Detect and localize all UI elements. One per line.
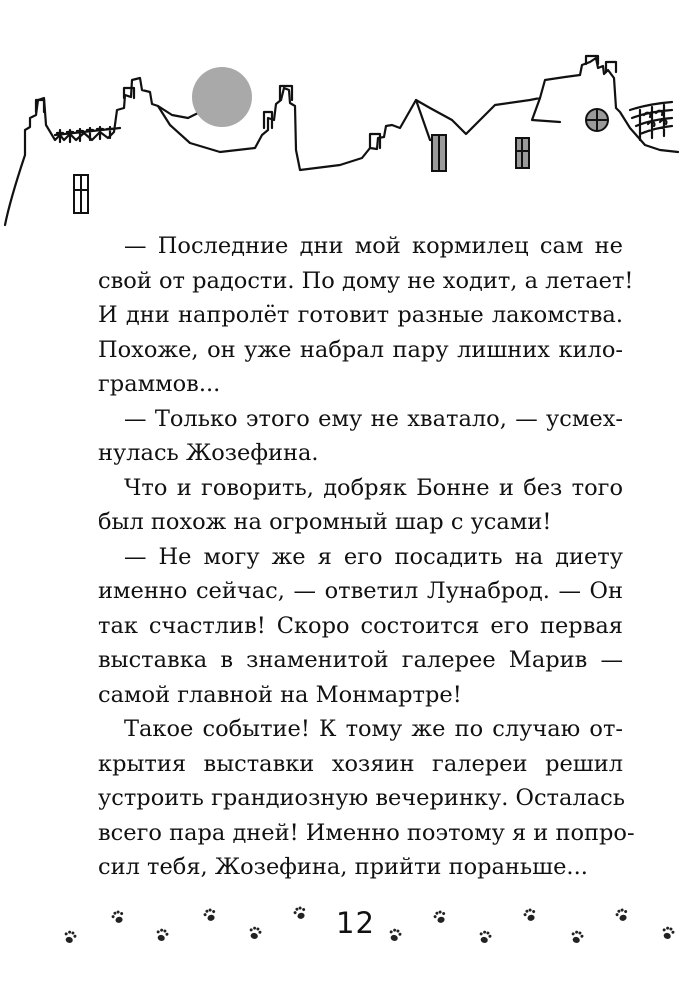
paw-print-icon (63, 930, 78, 945)
paw-print-icon (388, 928, 403, 943)
text-line: Такое событие! К тому же по случаю от- (124, 716, 623, 742)
paw-print-icon (522, 907, 538, 923)
text-line: крытия выставки хозяин галереи решил (98, 750, 623, 777)
text-line: самой главной на Монмартре! (98, 681, 462, 708)
text-line: — Последние дни мой кормилец сам не (124, 233, 623, 259)
text-line: сил тебя, Жозефина, прийти пораньше... (98, 854, 588, 880)
text-line: всего пара дней! Именно поэтому я и попро- (98, 819, 635, 846)
paw-print-icon (614, 907, 630, 923)
paw-print-icon (478, 930, 493, 945)
text-line: — Только этого ему не хватало, — усмех- (124, 405, 623, 432)
text-line: был похож на огромный шар с усами! (98, 509, 552, 535)
paw-print-icon (155, 928, 170, 943)
paw-print-icon (110, 909, 126, 925)
skyline-outline (5, 58, 678, 225)
text-line: нулась Жозефина. (98, 440, 319, 466)
text-line: так счастлив! Скоро состоится его первая (98, 612, 623, 639)
text-line: именно сейчас, — ответил Лунаброд. — Он (98, 578, 623, 604)
text-line: Похоже, он уже набрал пару лишних кило- (98, 336, 623, 363)
rooftop-skyline-illustration (0, 0, 681, 230)
paw-print-icon (202, 907, 218, 923)
body-text (98, 229, 635, 885)
text-line: устроить грандиозную вечеринку. Осталась (98, 785, 625, 811)
text-line: свой от радости. По дому не ходит, а летает! (98, 267, 634, 294)
paw-print-icon (292, 905, 308, 921)
text-line: выставка в знаменитой галерее Марив — (98, 647, 623, 673)
paw-print-icon (432, 909, 448, 925)
text-line: И дни напролёт готовит разные лакомства. (98, 302, 623, 328)
roof-ridge-line (532, 98, 560, 122)
paw-print-icon (248, 926, 263, 941)
text-line: Что и говорить, добряк Бонне и без того (124, 474, 623, 501)
paw-print-icon (661, 926, 676, 941)
paw-print-icon (570, 930, 585, 945)
text-line: граммов... (98, 371, 221, 397)
page-number: 12 (336, 906, 375, 940)
text-line: — Не могу же я его посадить на диету (124, 543, 623, 570)
moon-icon (192, 67, 252, 127)
